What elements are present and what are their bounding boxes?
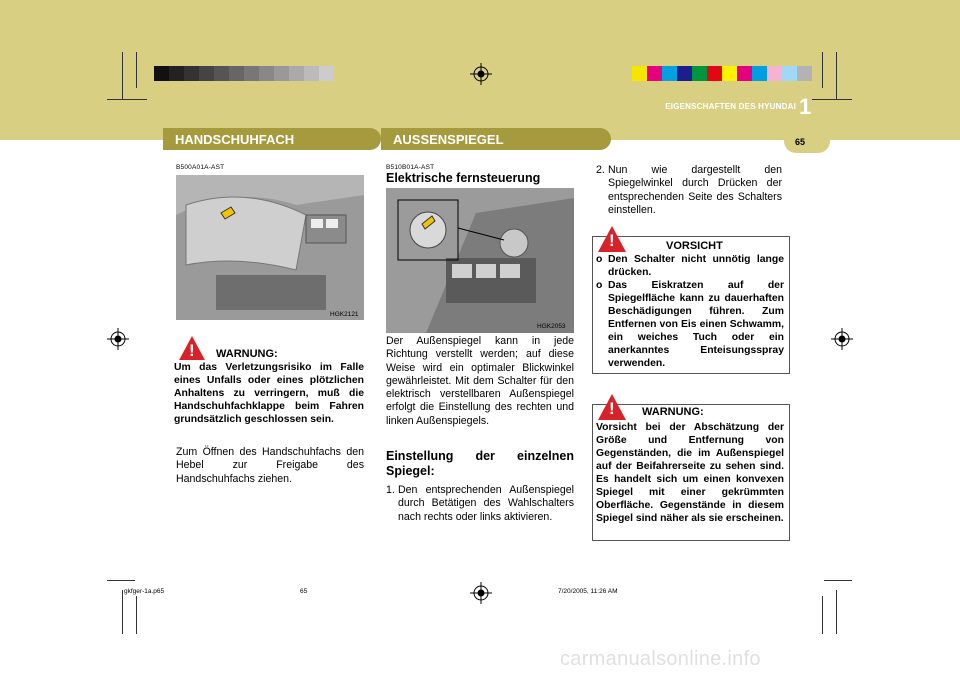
crop-mark bbox=[836, 52, 837, 100]
section-code: B500A01A-AST bbox=[176, 164, 225, 171]
caution-text: Das Eiskratzen auf der Spiegelfläche kann zu dauerhaften Beschädigungen führen. Zum Entfernen von Eis einen Schwamm, ein weiches Tuch oder ein anerkanntes Enteisungsspray verwenden. bbox=[608, 280, 784, 369]
page-tab bbox=[784, 131, 830, 153]
page-number: 65 bbox=[795, 137, 806, 147]
watermark: carmanualsonline.info bbox=[560, 648, 761, 670]
registration-mark-icon bbox=[470, 582, 492, 604]
subheading: Einstellung der einzelnen Spiegel: bbox=[386, 449, 574, 478]
list-item bbox=[596, 164, 784, 218]
warning-title: WARNUNG: bbox=[216, 348, 278, 360]
chapter-number: 1 bbox=[799, 94, 812, 119]
caution-item bbox=[596, 279, 784, 369]
crop-mark bbox=[122, 52, 123, 100]
color-bar bbox=[632, 66, 812, 81]
list-text: Den entsprechenden Außenspiegel durch Betätigen des Wahlschalters nach rechts oder links aktivieren. bbox=[398, 484, 574, 523]
image-label: HGK2121 bbox=[330, 311, 359, 318]
caution-title: VORSICHT bbox=[666, 240, 723, 252]
crop-mark bbox=[107, 580, 135, 581]
footer-page: 65 bbox=[300, 588, 308, 595]
crop-mark bbox=[836, 590, 837, 634]
registration-mark-icon bbox=[107, 328, 129, 350]
exclamation-icon: ! bbox=[189, 341, 195, 360]
crop-mark bbox=[822, 596, 823, 634]
section-bar-handschuhfach bbox=[163, 128, 381, 150]
glovebox-photo bbox=[176, 175, 364, 320]
exclamation-icon: ! bbox=[609, 231, 615, 250]
registration-mark-icon bbox=[470, 63, 492, 85]
list-number: 1. bbox=[386, 484, 395, 496]
footer-date: 7/20/2005, 11:26 AM bbox=[558, 588, 618, 595]
bullet: o bbox=[596, 254, 603, 265]
grayscale-bar bbox=[154, 66, 334, 81]
heading: Elektrische fernsteuerung bbox=[386, 171, 541, 185]
exclamation-icon: ! bbox=[609, 399, 615, 418]
crop-mark bbox=[812, 99, 852, 100]
warning-text: Um das Verletzungsrisiko im Falle eines Unfalls oder eines plötzlichen Anhaltens zu verringern, muß die Handschuhfachklappe beim Fahren grundsätzlich geschlossen sein. bbox=[174, 362, 364, 425]
section-title: HANDSCHUHFACH bbox=[175, 132, 295, 147]
crop-mark bbox=[822, 52, 823, 88]
caution-item bbox=[596, 253, 784, 281]
list-number: 2. bbox=[596, 164, 605, 176]
list-item bbox=[386, 484, 574, 524]
registration-mark-icon bbox=[831, 328, 853, 350]
section-title: AUSSENSPIEGEL bbox=[393, 132, 504, 147]
crop-mark bbox=[136, 596, 137, 634]
body-text: Der Außenspiegel kann in jede Richtung verstellt werden; auf diese Weise wird ein optimaler Blickwinkel gewährleistet. Mit dem Schalter für den elektrisch verstellbaren Außenspiegel erfolgt die Einstellung des rechten und linken Außenspiegels. bbox=[386, 335, 574, 427]
body-text: Zum Öffnen des Handschuhfachs den Hebel zur Freigabe des Handschuhfachs ziehen. bbox=[176, 446, 364, 485]
bullet: o bbox=[596, 280, 603, 291]
crop-mark bbox=[824, 580, 852, 581]
section-bar-aussenspiegel bbox=[381, 128, 611, 150]
image-label: HGK2053 bbox=[537, 323, 566, 330]
footer-file: gkfger-1a.p65 bbox=[124, 588, 165, 595]
caution-text: Den Schalter nicht unnötig lange drücken. bbox=[608, 254, 784, 278]
mirror-switch-photo bbox=[386, 188, 574, 333]
crop-mark bbox=[136, 52, 137, 88]
section-code: B510B01A-AST bbox=[386, 164, 435, 171]
list-text: Nun wie dargestellt den Spiegelwinkel durch Drücken der entsprechenden Seite des Schalters einstellen. bbox=[608, 164, 782, 216]
crop-mark bbox=[122, 590, 123, 634]
warning-title: WARNUNG: bbox=[642, 406, 704, 418]
crop-mark bbox=[107, 99, 147, 100]
chapter-title: EIGENSCHAFTEN DES HYUNDAI bbox=[665, 102, 796, 111]
warning-text: Vorsicht bei der Abschätzung der Größe und Entfernung von Gegenständen, die im Außenspiegel auf der Beifahrerseite zu sehen sind. Es handelt sich um einen konvexen Spiegel mit einer gekrümmten Oberfläche. Gegenstände in diesem Spiegel sind näher als sie erscheinen. bbox=[596, 422, 784, 524]
